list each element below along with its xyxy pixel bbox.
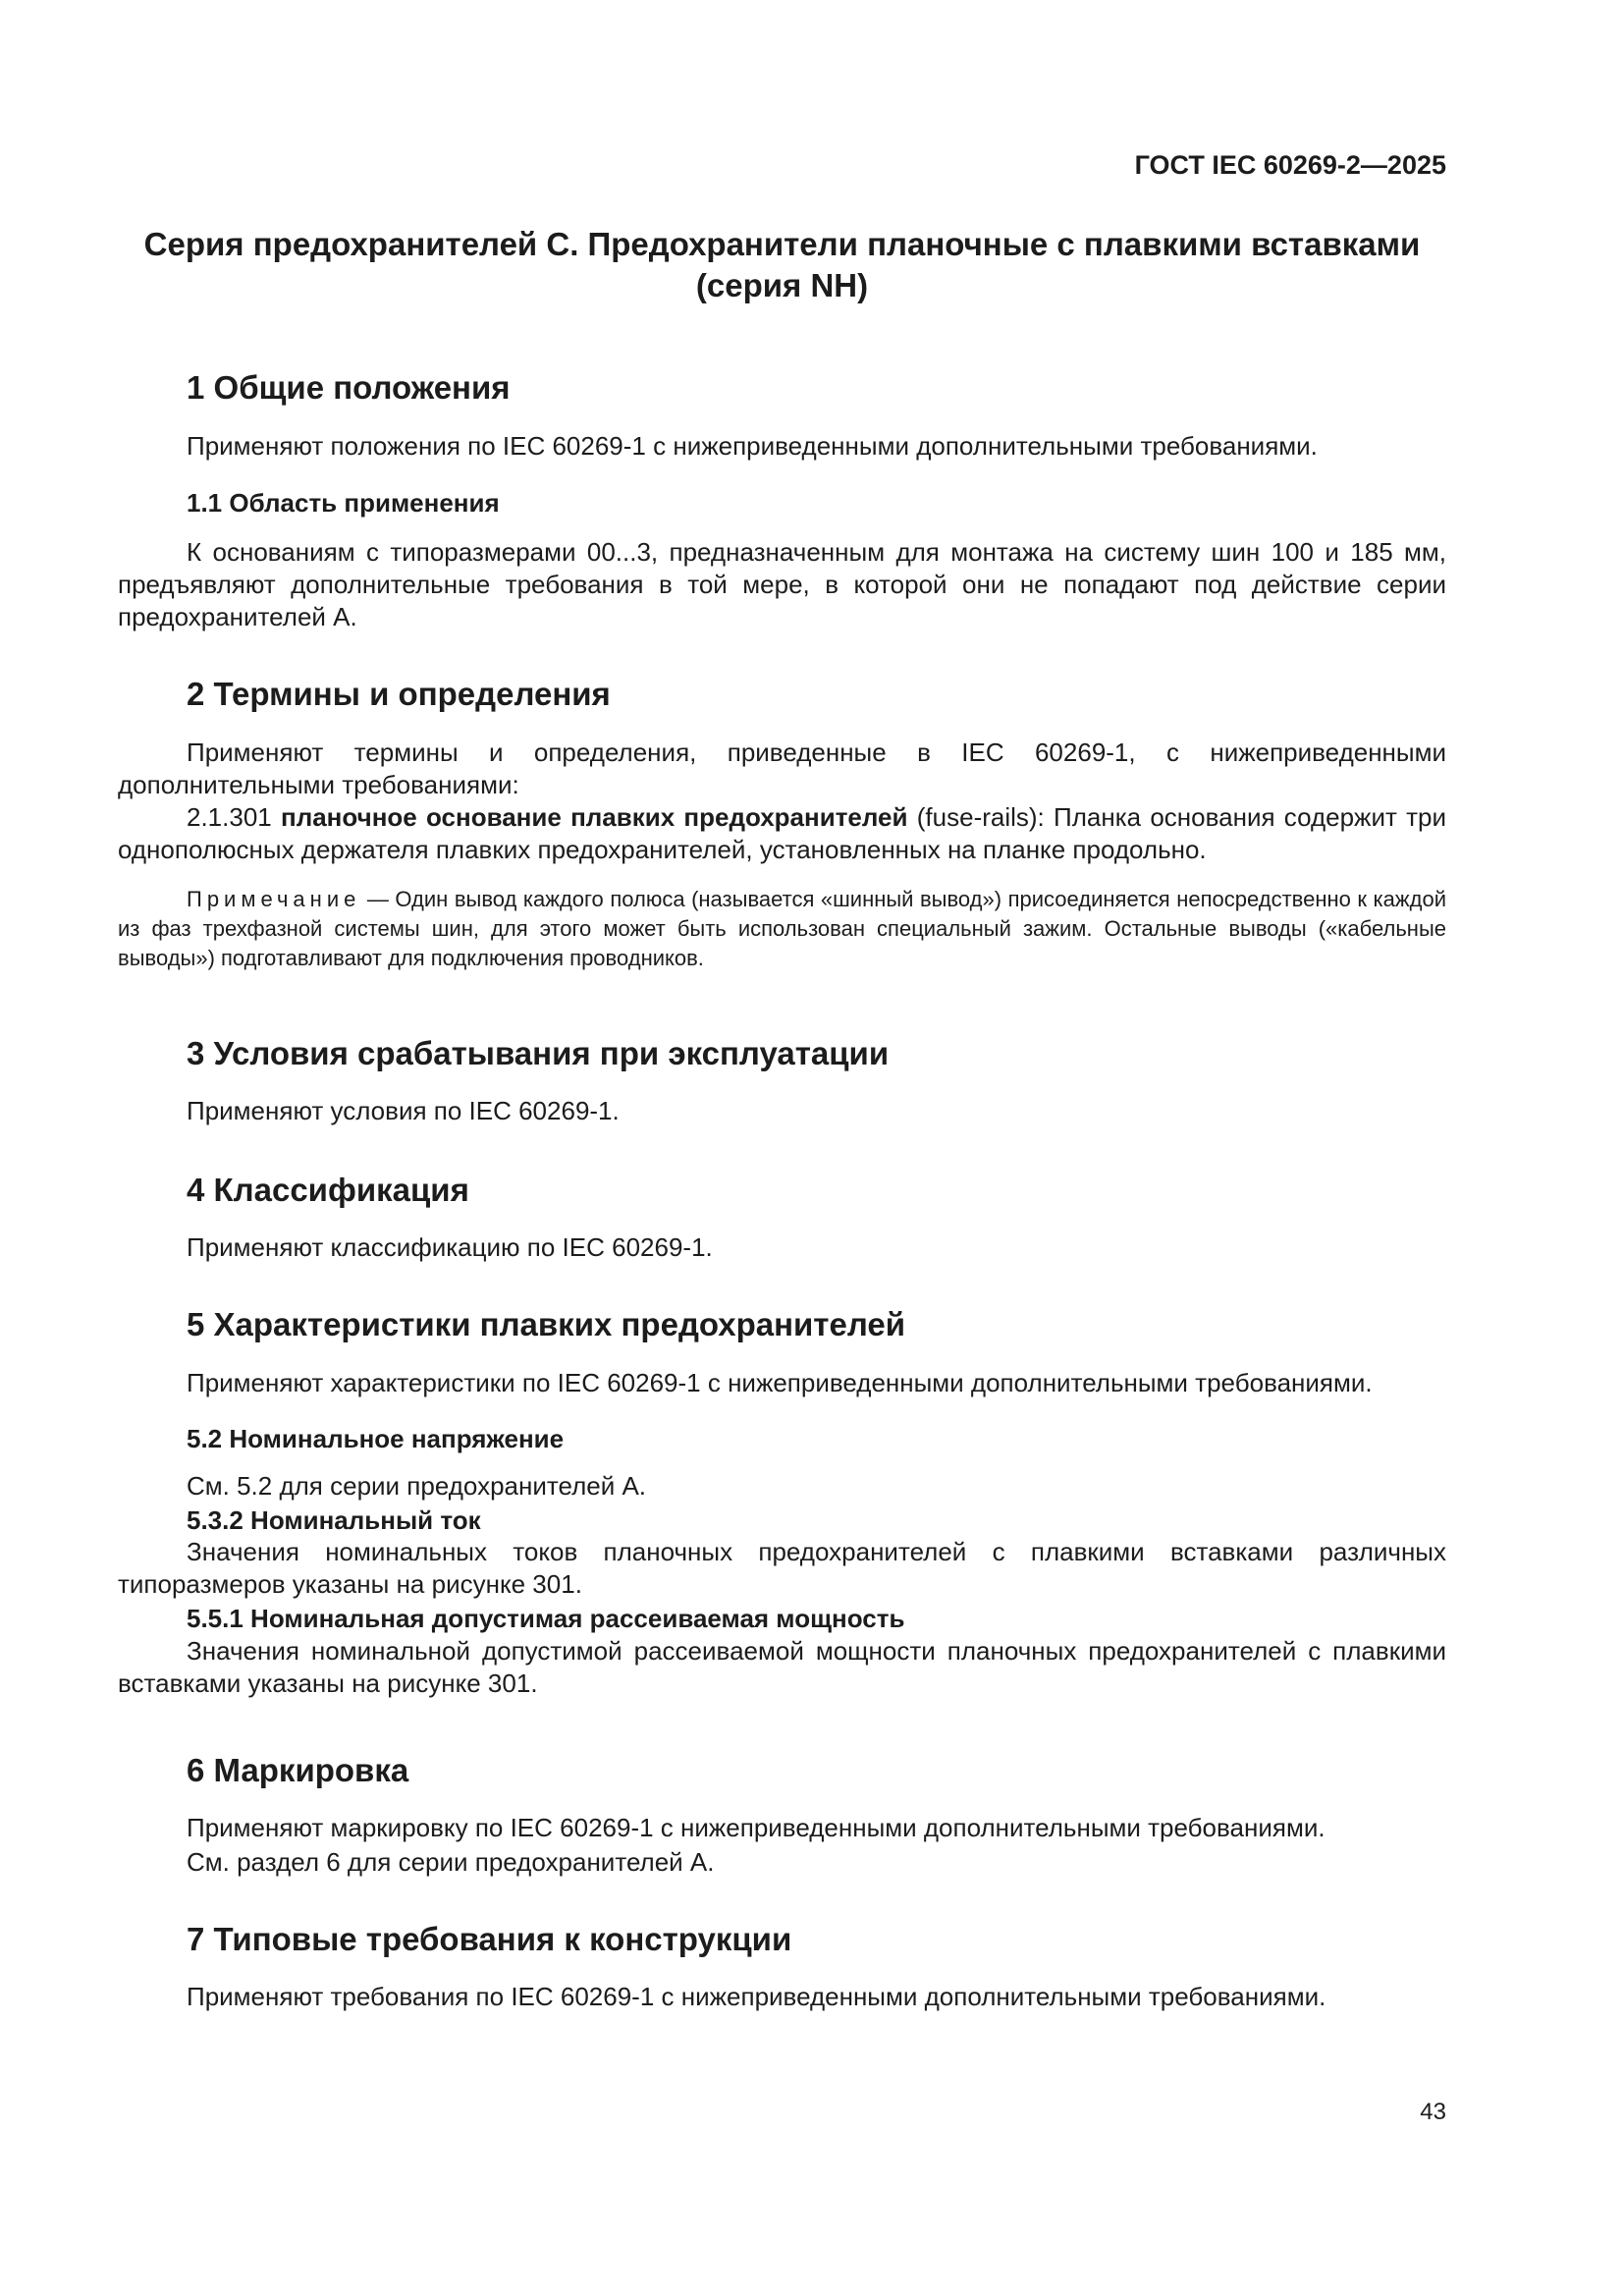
section-3-text: Применяют условия по IEC 60269-1. [187,1096,620,1125]
section-5-heading: 5 Характеристики плавких предохранителей [187,1306,905,1342]
section-1-heading: 1 Общие положения [187,369,511,406]
section-6-text-1: Применяют маркировку по IEC 60269-1 с нижеприведенными дополнительными требованиями. [187,1813,1325,1842]
section-6-heading: 6 Маркировка [187,1752,409,1788]
section-2-heading: 2 Термины и определения [187,676,611,712]
note-label: Примечание [187,887,361,911]
subsection-1-1-heading: 1.1 Область применения [187,488,500,518]
section-7-text: Применяют требования по IEC 60269-1 с нижеприведенными дополнительными требованиями. [187,1982,1326,2011]
document-id: ГОСТ IEC 60269-2—2025 [1134,150,1446,180]
section-4-text: Применяют классификацию по IEC 60269-1. [187,1232,713,1262]
section-4-heading: 4 Классификация [187,1172,469,1208]
section-7-heading: 7 Типовые требования к конструкции [187,1921,792,1957]
subsection-5-2-text: См. 5.2 для серии предохранителей А. [187,1471,647,1501]
section-5-text: Применяют характеристики по IEC 60269-1 с нижеприведенными дополнительными требованиями. [187,1368,1373,1397]
term-name: планочное основание плавких предохранителей [281,802,908,832]
subsection-5-5-1-text: Значения номинальной допустимой рассеиваемой мощности планочных предохранителей с плавкими вставками указаны на рисунке 301. [118,1636,1446,1698]
subsection-5-5-1-heading: 5.5.1 Номинальная допустимая рассеиваемая мощность [187,1604,905,1633]
note [118,885,1446,973]
term-number: 2.1.301 [187,802,272,832]
term-2-1-301 [118,801,1446,866]
note-text: — Один вывод каждого полюса (называется «шинный вывод») присоединяется непосредственно к каждой из фаз трехфазной системы шин, для этого может быть использован специальный зажим. Остальные выводы («кабельные выводы») подготавливают для подключения проводников. [118,887,1446,970]
subsection-1-1-text: К основаниям с типоразмерами 00...3, предназначенным для монтажа на систему шин 100 и 185 мм, предъявляют дополнительные требования в той мере, в которой они не попадают под действие серии предохранителей А. [118,537,1446,631]
subsection-5-3-2-text: Значения номинальных токов планочных предохранителей с плавкими вставками различных типоразмеров указаны на рисунке 301. [118,1537,1446,1599]
subsection-5-2-heading: 5.2 Номинальное напряжение [187,1424,565,1453]
subsection-5-3-2-heading: 5.3.2 Номинальный ток [187,1505,481,1535]
section-2-text: Применяют термины и определения, приведенные в IEC 60269-1, с нижеприведенными дополнительными требованиями: [118,738,1446,799]
section-6-text-2: См. раздел 6 для серии предохранителей А. [187,1847,715,1877]
section-1-text: Применяют положения по IEC 60269-1 с нижеприведенными дополнительными требованиями. [187,431,1318,461]
page-title: Серия предохранителей C. Предохранители планочные с плавкими вставками (серия NH) [143,226,1421,303]
page-number: 43 [1420,2099,1446,2125]
section-3-heading: 3 Условия срабатывания при эксплуатации [187,1035,890,1071]
term-definition: (fuse-rails): Планка основания содержит три однополюсных держателя плавких предохранителей, установленных на планке продольно. [118,802,1447,864]
